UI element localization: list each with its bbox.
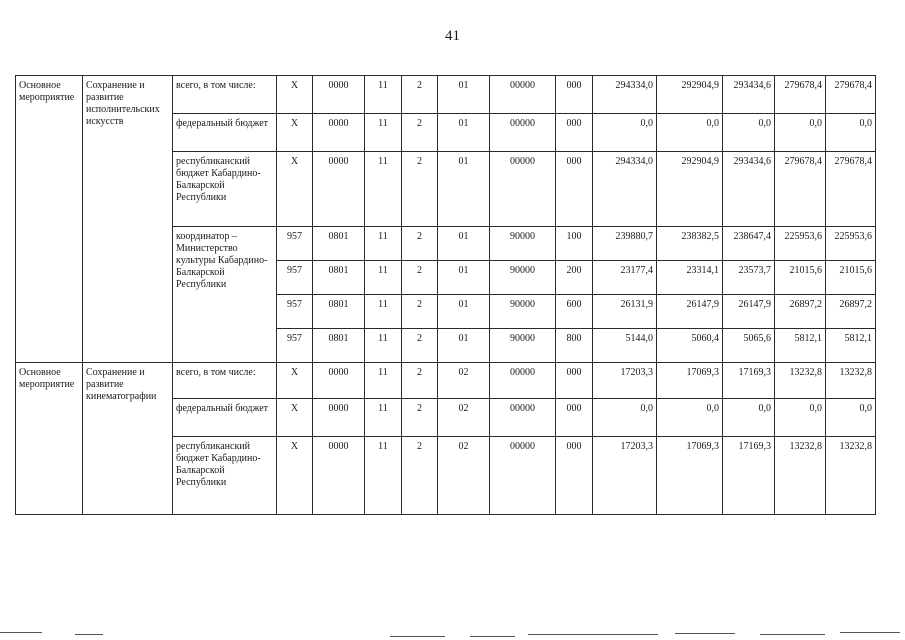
kbk-grbs-cell: X bbox=[277, 437, 313, 515]
kbk-rzpr-cell: 0000 bbox=[313, 152, 365, 227]
value-2020-cell: 5060,4 bbox=[657, 329, 723, 363]
value-2020-cell: 0,0 bbox=[657, 399, 723, 437]
table-body bbox=[16, 76, 876, 515]
funding-source-cell: федеральный бюджет bbox=[173, 114, 277, 152]
value-2023-cell: 26897,2 bbox=[826, 295, 876, 329]
value-2019-cell: 294334,0 bbox=[593, 152, 657, 227]
value-2023-cell: 5812,1 bbox=[826, 329, 876, 363]
value-2023-cell: 225953,6 bbox=[826, 227, 876, 261]
value-2022-cell: 0,0 bbox=[775, 399, 826, 437]
kbk-program-cell: 11 bbox=[365, 114, 402, 152]
kbk-vr-cell: 000 bbox=[556, 399, 593, 437]
kbk-event-cell: 01 bbox=[438, 76, 490, 114]
value-2022-cell: 13232,8 bbox=[775, 363, 826, 399]
kbk-event-cell: 01 bbox=[438, 329, 490, 363]
kbk-grbs-cell: 957 bbox=[277, 227, 313, 261]
kbk-program-cell: 11 bbox=[365, 363, 402, 399]
funding-source-cell: республиканский бюджет Кабардино-Балкарской Республики bbox=[173, 152, 277, 227]
kbk-grbs-cell: 957 bbox=[277, 295, 313, 329]
value-2021-cell: 26147,9 bbox=[723, 295, 775, 329]
kbk-vr-cell: 000 bbox=[556, 152, 593, 227]
kbk-subprogram-cell: 2 bbox=[402, 363, 438, 399]
event-name-cell: Сохранение и развитие исполнительских искусств bbox=[83, 76, 173, 363]
kbk-subprogram-cell: 2 bbox=[402, 329, 438, 363]
value-2020-cell: 17069,3 bbox=[657, 437, 723, 515]
value-2022-cell: 21015,6 bbox=[775, 261, 826, 295]
kbk-rzpr-cell: 0000 bbox=[313, 76, 365, 114]
kbk-vr-cell: 100 bbox=[556, 227, 593, 261]
kbk-rzpr-cell: 0801 bbox=[313, 261, 365, 295]
value-2023-cell: 13232,8 bbox=[826, 437, 876, 515]
value-2023-cell: 21015,6 bbox=[826, 261, 876, 295]
scan-line bbox=[0, 632, 42, 633]
kbk-vr-cell: 000 bbox=[556, 363, 593, 399]
kbk-grbs-cell: X bbox=[277, 363, 313, 399]
value-2023-cell: 279678,4 bbox=[826, 152, 876, 227]
event-name-cell: Сохранение и развитие кинематографии bbox=[83, 363, 173, 515]
kbk-program-cell: 11 bbox=[365, 261, 402, 295]
kbk-direction-cell: 00000 bbox=[490, 76, 556, 114]
value-2019-cell: 239880,7 bbox=[593, 227, 657, 261]
kbk-vr-cell: 000 bbox=[556, 76, 593, 114]
kbk-vr-cell: 000 bbox=[556, 437, 593, 515]
scan-line bbox=[760, 634, 825, 635]
value-2019-cell: 17203,3 bbox=[593, 363, 657, 399]
kbk-grbs-cell: 957 bbox=[277, 261, 313, 295]
value-2019-cell: 0,0 bbox=[593, 399, 657, 437]
kbk-direction-cell: 90000 bbox=[490, 227, 556, 261]
value-2022-cell: 279678,4 bbox=[775, 152, 826, 227]
kbk-event-cell: 02 bbox=[438, 363, 490, 399]
kbk-subprogram-cell: 2 bbox=[402, 152, 438, 227]
value-2023-cell: 0,0 bbox=[826, 114, 876, 152]
value-2022-cell: 225953,6 bbox=[775, 227, 826, 261]
value-2020-cell: 292904,9 bbox=[657, 152, 723, 227]
value-2022-cell: 279678,4 bbox=[775, 76, 826, 114]
kbk-grbs-cell: X bbox=[277, 76, 313, 114]
kbk-direction-cell: 90000 bbox=[490, 295, 556, 329]
value-2023-cell: 0,0 bbox=[826, 399, 876, 437]
funding-source-cell: федеральный бюджет bbox=[173, 399, 277, 437]
kbk-event-cell: 02 bbox=[438, 399, 490, 437]
kbk-grbs-cell: 957 bbox=[277, 329, 313, 363]
kbk-rzpr-cell: 0000 bbox=[313, 437, 365, 515]
value-2019-cell: 26131,9 bbox=[593, 295, 657, 329]
kbk-rzpr-cell: 0801 bbox=[313, 227, 365, 261]
page-number: 41 bbox=[445, 28, 460, 44]
funding-source-cell: координатор – Министерство культуры Кабардино-Балкарской Республики bbox=[173, 227, 277, 363]
kbk-vr-cell: 600 bbox=[556, 295, 593, 329]
kbk-direction-cell: 90000 bbox=[490, 329, 556, 363]
kbk-program-cell: 11 bbox=[365, 399, 402, 437]
kbk-rzpr-cell: 0801 bbox=[313, 329, 365, 363]
scan-line bbox=[840, 632, 900, 633]
scan-line bbox=[390, 636, 445, 637]
funding-source-cell: всего, в том числе: bbox=[173, 76, 277, 114]
funding-source-cell: всего, в том числе: bbox=[173, 363, 277, 399]
scan-line bbox=[75, 634, 103, 635]
budget-table bbox=[15, 75, 876, 515]
value-2021-cell: 0,0 bbox=[723, 399, 775, 437]
kbk-rzpr-cell: 0000 bbox=[313, 114, 365, 152]
kbk-program-cell: 11 bbox=[365, 329, 402, 363]
value-2021-cell: 0,0 bbox=[723, 114, 775, 152]
scan-line bbox=[470, 636, 515, 637]
kbk-direction-cell: 00000 bbox=[490, 114, 556, 152]
kbk-program-cell: 11 bbox=[365, 437, 402, 515]
value-2021-cell: 23573,7 bbox=[723, 261, 775, 295]
value-2020-cell: 26147,9 bbox=[657, 295, 723, 329]
kbk-vr-cell: 000 bbox=[556, 114, 593, 152]
table-row bbox=[16, 363, 876, 399]
value-2020-cell: 23314,1 bbox=[657, 261, 723, 295]
value-2022-cell: 0,0 bbox=[775, 114, 826, 152]
table-row bbox=[16, 76, 876, 114]
value-2020-cell: 292904,9 bbox=[657, 76, 723, 114]
value-2019-cell: 5144,0 bbox=[593, 329, 657, 363]
kbk-program-cell: 11 bbox=[365, 295, 402, 329]
kbk-vr-cell: 200 bbox=[556, 261, 593, 295]
kbk-vr-cell: 800 bbox=[556, 329, 593, 363]
value-2021-cell: 238647,4 bbox=[723, 227, 775, 261]
value-2022-cell: 13232,8 bbox=[775, 437, 826, 515]
kbk-subprogram-cell: 2 bbox=[402, 114, 438, 152]
kbk-event-cell: 01 bbox=[438, 114, 490, 152]
kbk-event-cell: 01 bbox=[438, 295, 490, 329]
kbk-program-cell: 11 bbox=[365, 227, 402, 261]
kbk-subprogram-cell: 2 bbox=[402, 261, 438, 295]
kbk-program-cell: 11 bbox=[365, 152, 402, 227]
scan-line bbox=[528, 634, 658, 635]
kbk-grbs-cell: X bbox=[277, 152, 313, 227]
value-2020-cell: 238382,5 bbox=[657, 227, 723, 261]
kbk-event-cell: 01 bbox=[438, 227, 490, 261]
value-2021-cell: 293434,6 bbox=[723, 76, 775, 114]
kbk-event-cell: 02 bbox=[438, 437, 490, 515]
value-2023-cell: 13232,8 bbox=[826, 363, 876, 399]
value-2021-cell: 5065,6 bbox=[723, 329, 775, 363]
value-2019-cell: 0,0 bbox=[593, 114, 657, 152]
kbk-grbs-cell: X bbox=[277, 399, 313, 437]
event-status-cell: Основное мероприятие bbox=[16, 363, 83, 515]
kbk-subprogram-cell: 2 bbox=[402, 437, 438, 515]
kbk-event-cell: 01 bbox=[438, 152, 490, 227]
kbk-subprogram-cell: 2 bbox=[402, 399, 438, 437]
value-2022-cell: 26897,2 bbox=[775, 295, 826, 329]
value-2019-cell: 294334,0 bbox=[593, 76, 657, 114]
kbk-direction-cell: 00000 bbox=[490, 363, 556, 399]
value-2020-cell: 0,0 bbox=[657, 114, 723, 152]
value-2022-cell: 5812,1 bbox=[775, 329, 826, 363]
value-2021-cell: 293434,6 bbox=[723, 152, 775, 227]
event-status-cell: Основное мероприятие bbox=[16, 76, 83, 363]
kbk-direction-cell: 00000 bbox=[490, 152, 556, 227]
value-2020-cell: 17069,3 bbox=[657, 363, 723, 399]
kbk-direction-cell: 00000 bbox=[490, 399, 556, 437]
kbk-subprogram-cell: 2 bbox=[402, 295, 438, 329]
funding-source-cell: республиканский бюджет Кабардино-Балкарской Республики bbox=[173, 437, 277, 515]
kbk-subprogram-cell: 2 bbox=[402, 76, 438, 114]
scan-line bbox=[675, 633, 735, 634]
kbk-direction-cell: 90000 bbox=[490, 261, 556, 295]
kbk-subprogram-cell: 2 bbox=[402, 227, 438, 261]
kbk-rzpr-cell: 0801 bbox=[313, 295, 365, 329]
kbk-event-cell: 01 bbox=[438, 261, 490, 295]
kbk-direction-cell: 00000 bbox=[490, 437, 556, 515]
value-2019-cell: 17203,3 bbox=[593, 437, 657, 515]
kbk-grbs-cell: X bbox=[277, 114, 313, 152]
value-2023-cell: 279678,4 bbox=[826, 76, 876, 114]
kbk-rzpr-cell: 0000 bbox=[313, 399, 365, 437]
kbk-rzpr-cell: 0000 bbox=[313, 363, 365, 399]
value-2021-cell: 17169,3 bbox=[723, 437, 775, 515]
kbk-program-cell: 11 bbox=[365, 76, 402, 114]
value-2019-cell: 23177,4 bbox=[593, 261, 657, 295]
value-2021-cell: 17169,3 bbox=[723, 363, 775, 399]
